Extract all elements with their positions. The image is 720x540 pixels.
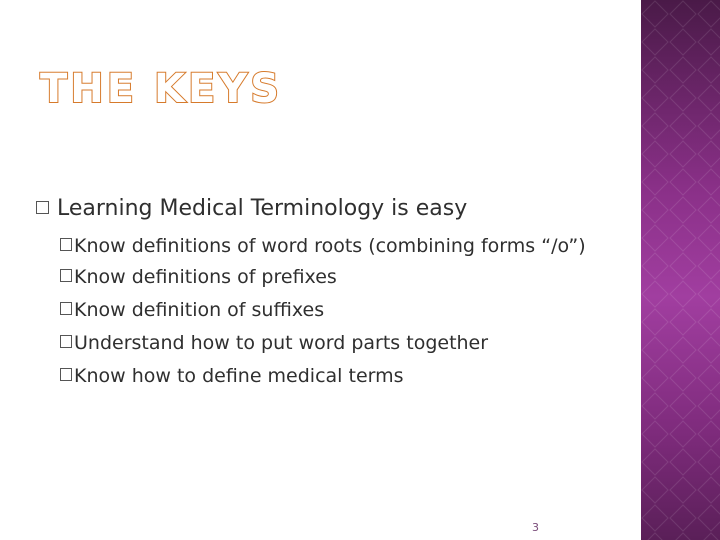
sub-bullet-text: Know definitions of prefixes xyxy=(74,266,337,288)
sub-bullet-text: Know how to define medical terms xyxy=(74,365,404,387)
bullet-marker-icon xyxy=(60,368,72,381)
bullet-marker-icon xyxy=(60,302,72,315)
sub-bullet xyxy=(60,266,337,288)
bullet-marker-icon xyxy=(60,238,72,251)
diamond-pattern-icon xyxy=(641,0,720,540)
slide-title: THE KEYS xyxy=(40,66,283,112)
sub-bullet-text: Know definition of suffixes xyxy=(74,299,325,321)
sub-bullet xyxy=(60,235,586,257)
bullet-main-text: Learning Medical Terminology is easy xyxy=(57,196,468,221)
sub-bullet xyxy=(60,365,404,387)
page-number: 3 xyxy=(532,521,539,534)
decorative-side-panel xyxy=(641,0,720,540)
sub-bullet xyxy=(60,299,324,321)
bullet-marker-icon xyxy=(36,201,49,214)
sub-bullet xyxy=(60,332,488,354)
sub-bullet-text: Know definitions of word roots (combining forms “/o”) xyxy=(74,235,586,257)
bullet-marker-icon xyxy=(60,335,72,348)
bullet-marker-icon xyxy=(60,269,72,282)
sub-bullet-text: Understand how to put word parts together xyxy=(74,332,489,354)
bullet-main xyxy=(36,196,467,221)
